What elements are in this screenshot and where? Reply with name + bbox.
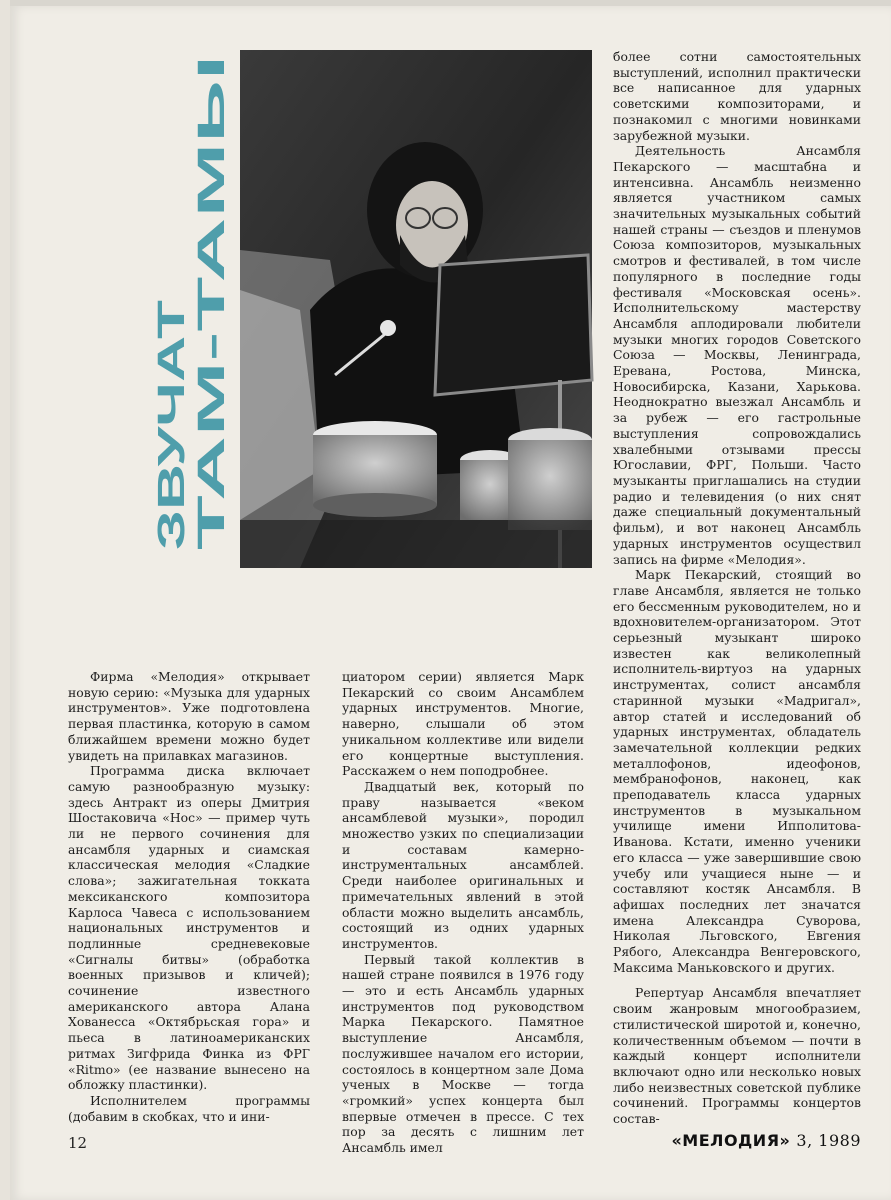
title-line-1: ЗВУЧАТ [151,401,193,550]
paragraph: Двадцатый век, который по праву называется «веком ансамблевой музыки», породил множество узких по специализации и составам камерно-инструментальных ансамблей. Среди наиболее оригинальных и примечательных явлений в этой области можно выделить ансамбль, состоящий из одних ударных инструментов. [342,778,584,951]
photo-illustration [240,50,592,568]
paragraph: Первый такой коллектив в нашей стране появился в 1976 году — это и есть Ансамбль ударных инструментов под руководством Марка Пекарского. Памятное выступление Ансамбля, послужившее началом его истории, состоялось в концертном зале Дома ученых в Москве — тогда «громкий» успех концерта был впервые отмечен в прессе. С тех пор за десять с лишним лет Ансамбль имел [342,951,584,1156]
page-edge [0,0,10,1200]
paragraph: Фирма «Мелодия» открывает новую серию: «Музыка для ударных инструментов». Уже подготовлена первая пластинка, которую в самом ближайшем времени можно будет увидеть на прилавках магазинов. [68,669,310,763]
magazine-issue [671,1131,861,1150]
magazine-name: «МЕЛОДИЯ» [671,1131,791,1150]
text-column-3 [613,49,861,1127]
paragraph: циатором серии) является Марк Пекарский со своим Ансамблем ударных инструментов. Многие, наверно, слышали об этом уникальном коллективе или видели его концертные выступления. Расскажем о нем поподробнее. [342,669,584,779]
percussionist-photo [240,50,592,568]
paragraph: Марк Пекарский, стоящий во главе Ансамбля, является не только его бессменным руководителем, но и вдохновителем-организатором. Этот серьезный музыкант широко известен как великолепный исполнитель-виртуоз на ударных инструментах, солист ансамбля старинной музыки «Мадригал», автор статей и исследований об ударных инструментах, обладатель замечательной коллекции редких металлофонов, идеофонов, мембранофонов, наконец, как преподаватель класса ударных инструментов в музыкальном училище имени Ипполитова-Иванова. Кстати, именно ученики его класса — уже завершившие свою учебу или учащиеся ныне — и составляют костяк Ансамбля. В афишах последних лет значатся имена Александра Суворова, Николая Льговского, Евгения Рябого, Александра Венгеровского, Максима Маньковского и других. [613,567,861,975]
vertical-title-svg [151,50,233,550]
paragraph: Программа диска включает самую разнообразную музыку: здесь Антракт из оперы Дмитрия Шостаковича «Нос» — пример чуть ли не первого сочинения для ансамбля ударных и сиамская классическая мелодия «Сладкие слова»; зажигательная токката мексиканского композитора Карлоса Чавеса с использованием национальных инструментов и подлинные средневековые «Сигналы битвы» (обработка военных призывов и кличей); сочинение известного американского автора Алана Хованесса «Октябрьская гора» и пьеса в латиноамериканских ритмах Зигфрида Финка из ФРГ «Ritmo» (ее название вынесено на обложку пластинки). [68,763,310,1093]
text-column-2 [342,669,584,1156]
page-number: 12 [68,1134,88,1152]
paragraph: Деятельность Ансамбля Пекарского — масштабна и интенсивна. Ансамбль неизменно является участником самых значительных музыкальных событий нашей страны — съездов и пленумов Союза композиторов, музыкальных смотров и фестивалей, в том числе популярного в последние годы фестиваля «Московская осень». Исполнительскому мастерству Ансамбля аплодировали любители музыки многих городов Советского Союза — Москвы, Ленинграда, Еревана, Ростова, Минска, Новосибирска, Казани, Харькова. Неоднократно выезжал Ансамбль и за рубеж — его гастрольные выступления сопровождались хвалебными отзывами прессы Югославии, ФРГ, Польши. Часто музыканты приглашались на студии радио и телевидения (о них снят даже специальный документальный фильм), и вот наконец Ансамбль ударных инструментов осуществил запись на фирме «Мелодия». [613,143,861,567]
issue-number: 3, 1989 [796,1131,861,1150]
text-column-1 [68,669,310,1124]
title-line-2: ТАМ-ТАМЫ [191,340,233,550]
paragraph: Исполнителем программы (добавим в скобках, что и ини- [68,1092,310,1124]
paragraph: более сотни самостоятельных выступлений, исполнил практически все написанное для ударных советскими композиторами, и познакомил с многими новинками зарубежной музыки. [613,49,861,143]
article-title [151,50,233,550]
paragraph-gap [613,975,861,985]
paragraph: Репертуар Ансамбля впечатляет своим жанровым многообразием, стилистической широтой и, конечно, количественным объемом — почти в каждый концерт исполнители включают одно или несколько новых либо неизвестных советской публике сочинений. Программы концертов состав- [613,985,861,1127]
